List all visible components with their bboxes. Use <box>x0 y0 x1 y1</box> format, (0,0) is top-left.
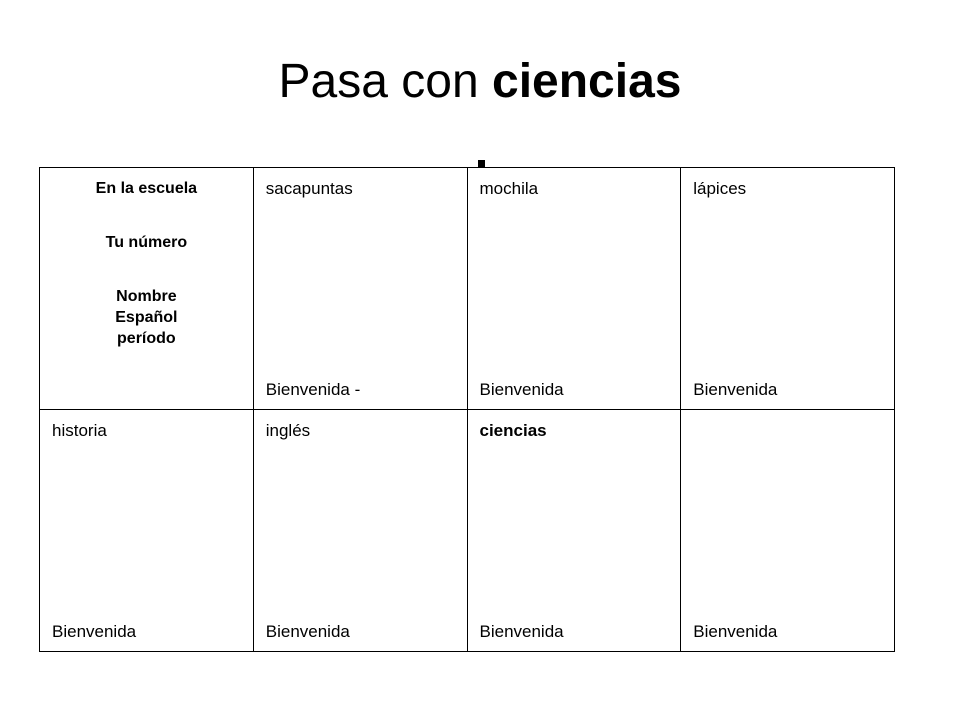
vocabulary-grid <box>39 167 895 652</box>
title-dot <box>478 160 485 167</box>
header-line-school: En la escuela <box>95 180 198 197</box>
cell-word: ciencias <box>479 421 547 440</box>
title-regular-text: Pasa con <box>278 55 492 108</box>
cell-greeting: Bienvenida <box>693 380 778 399</box>
table-row <box>40 410 895 652</box>
cell-greeting: Bienvenida <box>265 622 350 641</box>
header-line-period: período <box>117 330 176 347</box>
header-cell <box>40 168 254 410</box>
slide-title <box>0 52 960 112</box>
header-line-spanish: Español <box>115 309 178 326</box>
cell-word: lápices <box>693 179 747 198</box>
cell-word: mochila <box>479 179 539 198</box>
title-bold-text: ciencias <box>492 55 682 108</box>
table-row <box>40 168 895 410</box>
table-cell <box>681 168 895 410</box>
header-cell-content <box>40 178 253 349</box>
table-cell <box>467 168 681 410</box>
header-line-name: Nombre <box>116 288 177 305</box>
table-cell <box>40 410 254 652</box>
cell-word: historia <box>52 421 107 440</box>
header-line-number: Tu número <box>105 234 188 251</box>
table-cell <box>681 410 895 652</box>
cell-word: sacapuntas <box>265 179 353 198</box>
table-cell <box>467 410 681 652</box>
cell-greeting: Bienvenida <box>479 622 564 641</box>
table-cell <box>253 168 467 410</box>
table-cell <box>253 410 467 652</box>
cell-greeting: Bienvenida <box>693 622 778 641</box>
cell-greeting: Bienvenida - <box>265 380 361 399</box>
cell-greeting: Bienvenida <box>52 622 137 641</box>
cell-greeting: Bienvenida <box>479 380 564 399</box>
cell-word: inglés <box>265 421 311 440</box>
